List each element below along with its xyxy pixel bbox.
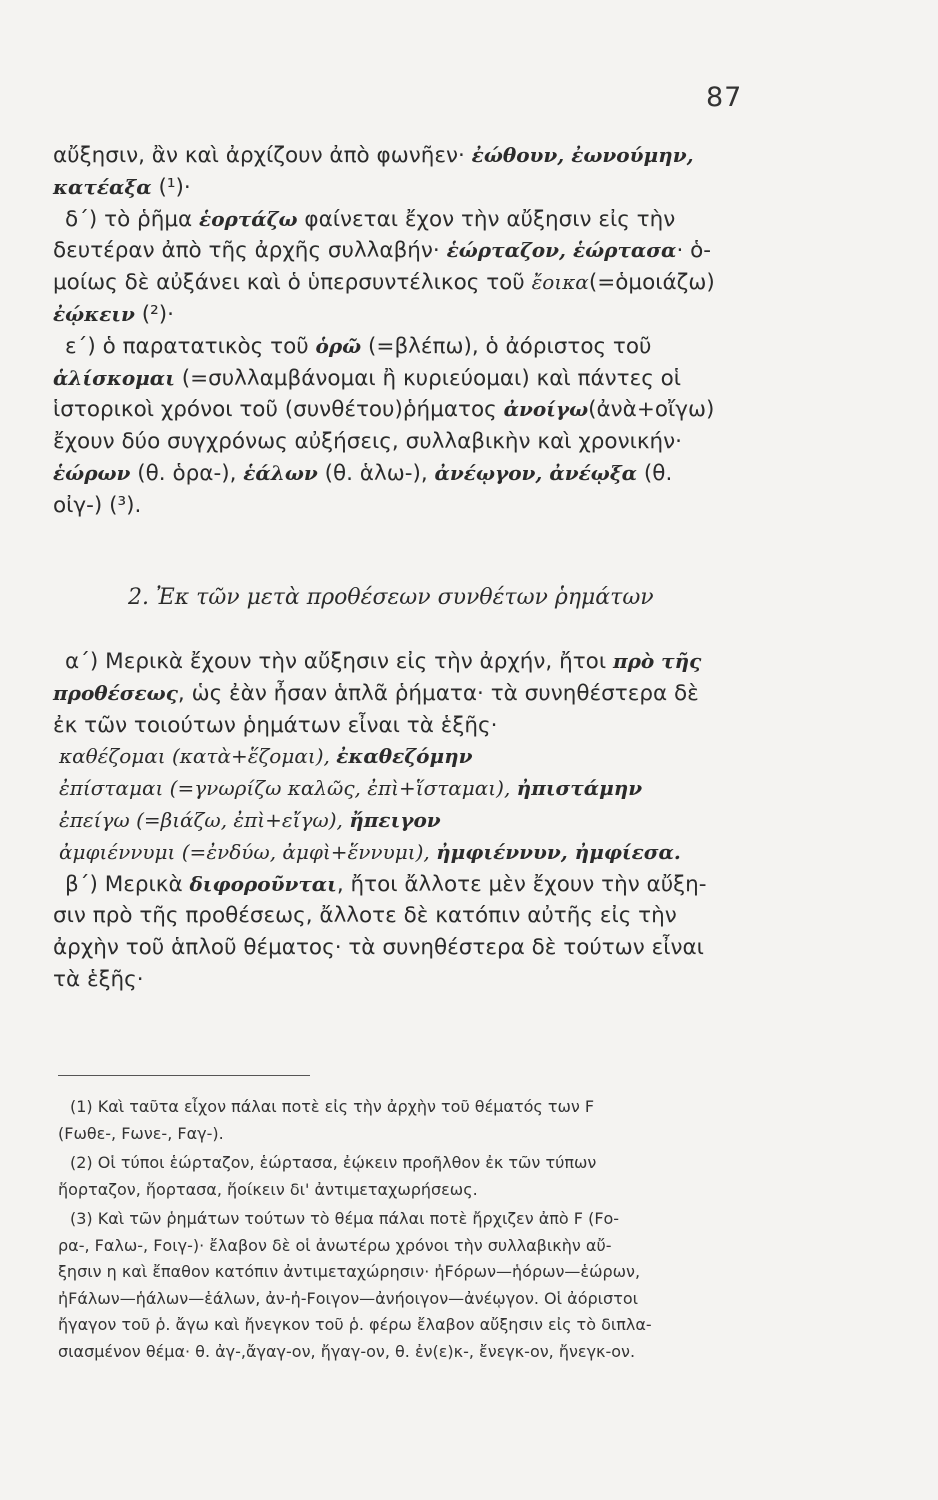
text-line: αὔξησιν, ἂν καὶ ἀρχίζουν ἀπὸ φωνῆεν· ἐώθουν, ἐωνούμην, xyxy=(53,143,694,168)
text-line: ἱστορικοὶ χρόνοι τοῦ (συνθέτου)ῥήματος ἀνοίγω(ἀνὰ+οἴγω) xyxy=(53,397,715,423)
footnote-1-line: (Fωθε-, Fωνε-, Fαγ-). xyxy=(58,1123,224,1143)
page-number: 87 xyxy=(706,82,743,113)
text-line-epsilon: ε΄) ὁ παρατατικὸς τοῦ ὁρῶ (=βλέπω), ὁ ἀόριστος τοῦ xyxy=(65,333,652,359)
text-line: ἐῴκειν (²)· xyxy=(53,301,174,327)
footnote-3-line: σιασμένον θέμα· θ. ἀγ-,ἄγαγ-ον, ἤγαγ-ον, θ. ἐν(ε)κ-, ἔνεγκ-ον, ἤνεγκ-ον. xyxy=(58,1341,636,1361)
section-heading: 2. Ἐκ τῶν μετὰ προθέσεων συνθέτων ῥημάτων xyxy=(128,585,654,610)
text-line: ἐκ τῶν τοιούτων ῥημάτων εἶναι τὰ ἑξῆς· xyxy=(53,712,498,738)
example-line: ἐπίσταμαι (=γνωρίζω καλῶς, ἐπὶ+ἵσταμαι), ἠπιστάμην xyxy=(59,776,643,801)
example-line: ἀμφιέννυμι (=ἐνδύω, ἀμφὶ+ἕννυμι), ἠμφιέννυν, ἠμφίεσα. xyxy=(59,839,681,864)
footnote-divider xyxy=(58,1075,310,1076)
text-line: ἁλίσκομαι (=συλλαμβάνομαι ἢ κυριεύομαι) καὶ πάντες οἱ xyxy=(53,365,682,391)
text-line: δευτέραν ἀπὸ τῆς ἀρχῆς συλλαβήν· ἑώρταζον, ἑώρτασα· ὁ- xyxy=(53,238,712,264)
section-compound-verbs xyxy=(53,646,793,996)
text-line: σιν πρὸ τῆς προθέσεως, ἄλλοτε δὲ κατόπιν αὐτῆς εἰς τὴν xyxy=(53,903,677,929)
text-line-beta: β΄) Μερικὰ διφοροῦνται, ἤτοι ἄλλοτε μὲν ἔχουν τὴν αὔξη- xyxy=(65,871,707,897)
footnote-2-line: ἥορταζον, ἥορτασα, ἥοίκειν δι' ἀντιμεταχωρήσεως. xyxy=(58,1179,478,1199)
footnote-3-line: ρα-, Fαλω-, Fοιγ-)· ἔλαβον δὲ οἱ ἀνωτέρω χρόνοι τὴν συλλαβικὴν αὔ- xyxy=(58,1235,612,1255)
paragraph-augment xyxy=(53,140,785,522)
text-line: οἰγ-) (³). xyxy=(53,492,142,518)
text-line: κατέαξα (¹)· xyxy=(53,174,191,200)
text-line-alpha: α΄) Μερικὰ ἔχουν τὴν αὔξησιν εἰς τὴν ἀρχήν, ἤτοι πρὸ τῆς xyxy=(65,649,702,674)
footnote-3-line: ἤγαγον τοῦ ῥ. ἄγω καὶ ἤνεγκον τοῦ ῥ. φέρω ἔλαβον αὔξησιν εἰς τὸ διπλα- xyxy=(58,1315,652,1334)
footnote-3-line: ξησιν η καὶ ἔπαθον κατόπιν ἀντιμεταχώρησιν· ἠFόρων—ἡόρων—ἑώρων, xyxy=(58,1262,641,1281)
footnote-3-line: (3) Καὶ τῶν ῥημάτων τούτων τὸ θέμα πάλαι ποτὲ ἤρχιζεν ἀπὸ F (Fο- xyxy=(70,1209,620,1228)
footnotes xyxy=(58,1094,798,1365)
text-line: τὰ ἑξῆς· xyxy=(53,966,144,992)
footnote-2-line: (2) Οἱ τύποι ἑώρταζον, ἑώρτασα, ἐῴκειν προῆλθον ἐκ τῶν τύπων xyxy=(70,1153,597,1172)
text-line: ἔχουν δύο συγχρόνως αὐξήσεις, συλλαβικὴν καὶ χρονικήν· xyxy=(53,429,683,455)
text-line-delta: δ΄) τὸ ῥῆμα ἑορτάζω φαίνεται ἔχον τὴν αὔξησιν εἰς τὴν xyxy=(65,206,676,232)
text-line: ἑώρων (θ. ὁρα-), ἑάλων (θ. ἁλω-), ἀνέῳγον, ἀνέῳξα (θ. xyxy=(53,460,673,486)
footnote-1-line: (1) Καὶ ταῦτα εἶχον πάλαι ποτὲ εἰς τὴν ἀρχὴν τοῦ θέματός των F xyxy=(70,1097,595,1116)
text-line: μοίως δὲ αὐξάνει καὶ ὁ ὑπερσυντέλικος τοῦ ἔοικα(=ὁμοιάζω) xyxy=(53,270,715,296)
example-line: ἐπείγω (=βιάζω, ἐπὶ+εἴγω), ἤπειγον xyxy=(59,807,441,832)
example-line: καθέζομαι (κατὰ+ἕζομαι), ἐκαθεζόμην xyxy=(59,744,473,769)
text-line: προθέσεως, ὡς ἐὰν ἦσαν ἁπλᾶ ῥήματα· τὰ συνηθέστερα δὲ xyxy=(53,680,699,706)
footnote-3-line: ἠFάλων—ἡάλων—ἑάλων, ἀν-ἠ-Fοιγον—ἀνήοιγον—ἀνέῳγον. Οἱ ἀόριστοι xyxy=(58,1288,639,1308)
text-line: ἀρχὴν τοῦ ἁπλοῦ θέματος· τὰ συνηθέστερα δὲ τούτων εἶναι xyxy=(53,935,704,961)
